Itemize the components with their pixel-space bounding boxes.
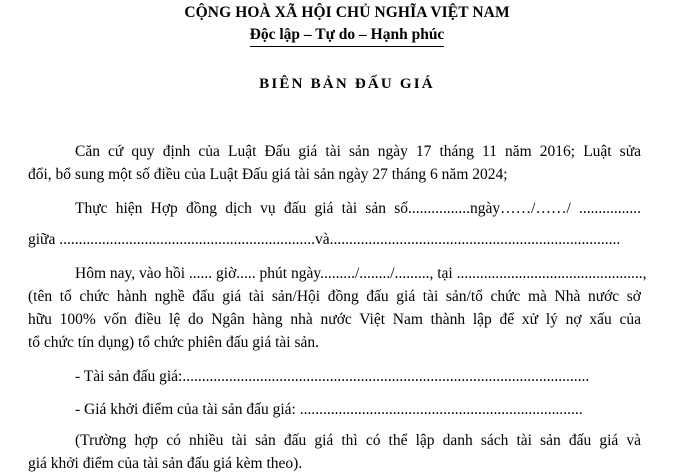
note-line-2: giá khởi điểm của tài sản đấu giá kèm theo). bbox=[28, 455, 303, 472]
note-line-1: (Trường hợp có nhiều tài sản đấu giá thì có thể lập danh sách tài sản đấu giá và bbox=[75, 432, 641, 449]
paragraph-basis-line-1: Căn cứ quy định của Luật Đấu giá tài sản ngày 17 tháng 11 năm 2016; Luật sửa bbox=[75, 143, 641, 160]
paragraph-basis-line-2: đổi, bổ sung một số điều của Luật Đấu giá tài sản ngày 27 tháng 6 năm 2024; bbox=[28, 166, 508, 183]
motto-underline bbox=[250, 46, 445, 47]
organizer-line-2: hữu 100% vốn điều lệ do Ngân hàng nhà nước Việt Nam thành lập để xử lý nợ xấu của bbox=[28, 311, 641, 328]
organizer-line-3: tổ chức tín dụng) tổ chức phiên đấu giá tài sản. bbox=[28, 334, 319, 351]
parties-line: giữa ..................................................................và........................................................................... bbox=[28, 231, 621, 248]
contract-line: Thực hiện Hợp đồng dịch vụ đấu giá tài sản số................ngày……/……/ ................ bbox=[75, 200, 641, 217]
starting-price-line: - Giá khởi điểm của tài sản đấu giá: ......................................................................... bbox=[75, 401, 583, 418]
motto-container bbox=[0, 26, 694, 47]
national-title: CỘNG HOÀ XÃ HỘI CHỦ NGHĨA VIỆT NAM bbox=[184, 4, 510, 21]
motto: Độc lập – Tự do – Hạnh phúc bbox=[249, 26, 445, 43]
motto-underlined bbox=[250, 26, 445, 47]
session-time-line: Hôm nay, vào hồi ...... giờ..... phút ngày........./......../........., tại ................................................, bbox=[75, 265, 646, 282]
asset-line: - Tài sản đấu giá:......................................................................................................... bbox=[75, 368, 590, 385]
organizer-line-1: (tên tổ chức hành nghề đấu giá tài sản/Hội đồng đấu giá tài sản/tổ chức mà Nhà nước sở bbox=[28, 288, 641, 305]
document-title: BIÊN BẢN ĐẤU GIÁ bbox=[259, 76, 435, 92]
